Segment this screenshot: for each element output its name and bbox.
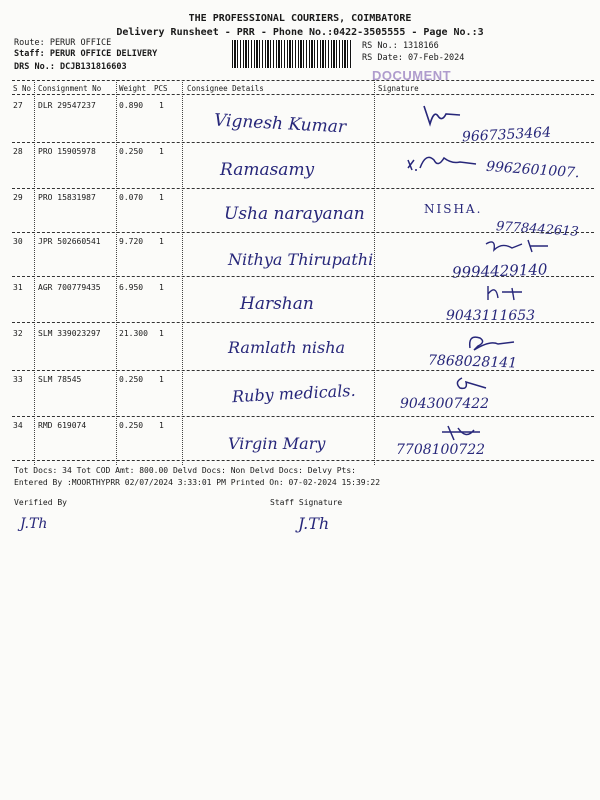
row-consignee: Harshan (240, 294, 314, 314)
row-consignee: Usha narayanan (224, 204, 365, 224)
row-phone: 7708100722 (396, 442, 486, 458)
company-title: THE PROFESSIONAL COURIERS, COIMBATORE (188, 13, 412, 24)
row-pcs: 1 (159, 283, 164, 292)
row-consignment: JPR 502660541 (38, 237, 101, 246)
rs-number: RS No.: 1318166 (362, 41, 439, 51)
col-header-sno: S No (13, 84, 32, 93)
row-weight: 9.720 (119, 237, 144, 246)
column-divider (374, 80, 375, 465)
row-consignee: Ruby medicals. (231, 380, 357, 407)
row-weight: 0.250 (119, 421, 144, 430)
signature-scribble (464, 330, 520, 354)
row-phone: 7868028141 (427, 352, 518, 372)
col-header-signature: Signature (378, 84, 419, 93)
row-signature-text: NISHA. (424, 202, 483, 216)
row-consignment: AGR 700779435 (38, 283, 101, 292)
row-pcs: 1 (159, 237, 164, 246)
row-consignment: RMD 619074 (38, 421, 87, 430)
row-weight: 0.250 (119, 375, 144, 384)
totals-line: Tot Docs: 34 Tot COD Amt: 800.00 Delvd Docs: Non Delvd Docs: Delvy Pts: (14, 466, 356, 475)
signature-scribble (406, 146, 484, 176)
row-weight: 21.300 (119, 329, 148, 338)
row-separator (12, 232, 594, 233)
row-consignment: SLM 339023297 (38, 329, 101, 338)
row-weight: 0.250 (119, 147, 144, 156)
row-consignment: SLM 78545 (38, 375, 82, 384)
signature-scribble (482, 282, 532, 304)
row-sno: 32 (13, 329, 23, 338)
row-phone: 9043007422 (400, 396, 490, 412)
row-sno: 29 (13, 193, 23, 202)
row-sno: 31 (13, 283, 23, 292)
row-phone: 9667353464 (461, 124, 552, 146)
row-pcs: 1 (159, 329, 164, 338)
row-weight: 6.950 (119, 283, 144, 292)
row-separator (12, 142, 594, 143)
column-divider (34, 80, 35, 465)
staff-label: Staff: PERUR OFFICE DELIVERY (14, 49, 158, 59)
entered-by-line: Entered By :MOORTHYPRR 02/07/2024 3:33:01 PM Printed On: 07-02-2024 15:39:22 (14, 478, 381, 487)
row-pcs: 1 (159, 147, 164, 156)
col-header-consignee: Consignee Details (187, 84, 264, 93)
column-divider (116, 80, 117, 465)
row-separator (12, 416, 594, 417)
row-consignee: Vignesh Kumar (213, 110, 347, 138)
document-stamp: DOCUMENT (372, 68, 452, 83)
row-pcs: 1 (159, 375, 164, 384)
row-weight: 0.890 (119, 101, 144, 110)
row-phone: 9962601007. (485, 158, 580, 182)
table-rule (12, 94, 594, 95)
row-pcs: 1 (159, 421, 164, 430)
row-consignee: Ramasamy (220, 160, 315, 180)
row-phone: 9994429140 (451, 260, 548, 282)
verified-signature: J.Th (20, 516, 48, 532)
signature-scribble (452, 374, 492, 394)
row-sno: 33 (13, 375, 23, 384)
row-consignee: Nithya Thirupathi (228, 250, 374, 269)
signature-scribble (420, 102, 464, 128)
row-separator (12, 322, 594, 323)
row-sno: 28 (13, 147, 23, 156)
row-phone: 9043111653 (446, 308, 536, 324)
row-separator (12, 460, 594, 461)
row-consignment: PRO 15831987 (38, 193, 96, 202)
row-separator (12, 276, 594, 277)
col-header-consignment: Consignment No (38, 84, 102, 93)
col-header-pcs: PCS (154, 84, 168, 93)
row-pcs: 1 (159, 193, 164, 202)
barcode (232, 40, 352, 68)
verified-by-label: Verified By (14, 498, 67, 507)
row-separator (12, 370, 594, 371)
staff-signature-label: Staff Signature (270, 498, 343, 507)
row-phone: 9778442613 (495, 219, 580, 240)
row-weight: 0.070 (119, 193, 144, 202)
row-sno: 27 (13, 101, 23, 110)
row-pcs: 1 (159, 101, 164, 110)
row-sno: 34 (13, 421, 23, 430)
table-rule (12, 80, 594, 81)
runsheet-subtitle: Delivery Runsheet - PRR - Phone No.:0422-3505555 - Page No.:3 (116, 27, 484, 38)
rs-date: RS Date: 07-Feb-2024 (362, 53, 465, 63)
row-separator (12, 188, 594, 189)
col-header-weight: Weight (119, 84, 147, 93)
route-label: Route: PERUR OFFICE (14, 38, 112, 48)
drs-number: DRS No.: DCJB131816603 (14, 62, 127, 72)
column-divider (182, 80, 183, 465)
signature-scribble (482, 236, 558, 258)
row-consignment: PRO 15905978 (38, 147, 96, 156)
signature-scribble (440, 424, 484, 442)
row-consignee: Ramlath nisha (228, 338, 346, 357)
runsheet-table (12, 80, 594, 465)
staff-signature: J.Th (298, 514, 330, 533)
row-consignment: DLR 29547237 (38, 101, 96, 110)
row-consignee: Virgin Mary (228, 434, 326, 453)
row-sno: 30 (13, 237, 23, 246)
